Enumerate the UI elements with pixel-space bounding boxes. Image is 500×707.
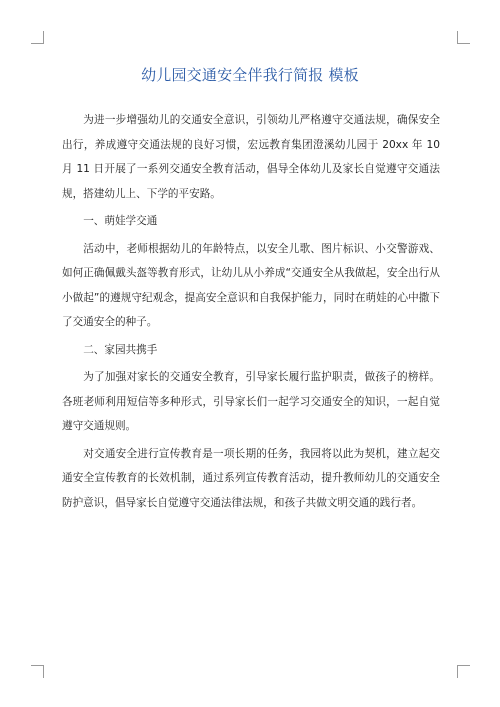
crop-mark-bottom-left: [31, 665, 44, 678]
crop-mark-top-right: [457, 31, 470, 44]
closing-paragraph: 对交通安全进行宣传教育是一项长期的任务，我园将以此为契机，建立起交通安全宣传教育的长效机制，通过系列宣传教育活动，提升教师幼儿的交通安全防护意识，倡导家长自觉遵守交通法律法规，和孩子共做文明交通的践行者。: [62, 447, 440, 509]
section-heading-1: 一、萌娃学交通: [83, 215, 158, 227]
section-heading-2: 二、家园共携手: [83, 343, 158, 356]
intro-paragraph: 为进一步增强幼儿的交通安全意识，引领幼儿严格遵守交通法规，确保安全出行，养成遵守交通法规的良好习惯，宏远教育集团澄溪幼儿园于 20xx 年 10 月 11 日开展了一系列交通安全教育活动，倡导全体幼儿及家长自觉遵守交通法规，搭建幼儿上、下学的平安路。: [62, 114, 440, 200]
section-1-paragraph: 活动中，老师根据幼儿的年龄特点，以安全儿歌、图片标识、小交警游戏、如何正确佩戴头盔等教育形式，让幼儿从小养成“交通安全从我做起，安全出行从小做起”的遵规守纪观念，提高安全意识和自我保护能力，同时在萌娃的心中撒下了交通安全的种子。: [62, 242, 440, 328]
section-2-paragraph: 为了加强对家长的交通安全教育，引导家长履行监护职责，做孩子的榜样。各班老师利用短信等多种形式，引导家长们一起学习交通安全的知识，一起自觉遵守交通规则。: [62, 371, 440, 432]
crop-mark-bottom-right: [457, 665, 470, 678]
crop-mark-top-left: [31, 31, 44, 44]
document-title: 幼儿园交通安全伴我行简报 模板: [141, 66, 359, 84]
document-body: [62, 108, 440, 518]
